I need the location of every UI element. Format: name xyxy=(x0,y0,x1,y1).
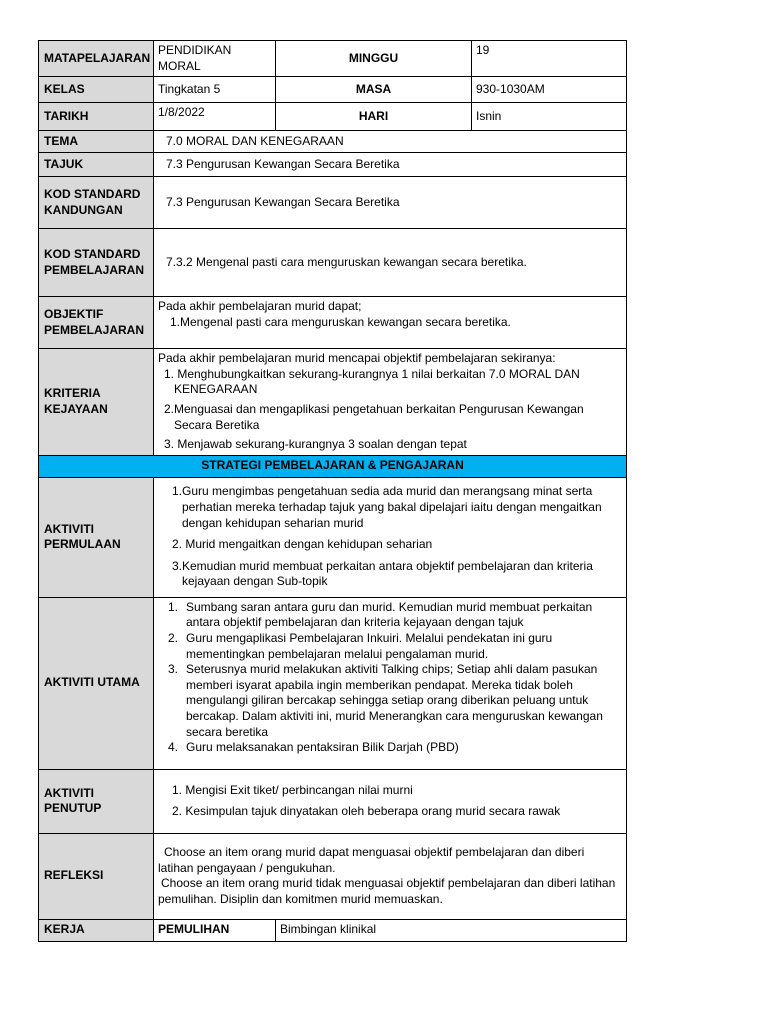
strategi-heading: STRATEGI PEMBELAJARAN & PENGAJARAN xyxy=(39,455,627,477)
kriteria-list xyxy=(158,367,622,453)
tajuk-label: TAJUK xyxy=(39,153,154,177)
penutup-label: AKTIVITI PENUTUP xyxy=(39,769,154,833)
date-value: 1/8/2022 xyxy=(154,103,276,131)
row-subject xyxy=(39,41,627,77)
row-kriteria xyxy=(39,349,627,456)
refleksi-line: Choose an item orang murid tidak menguasai objektif pembelajaran dan diberi latihan pemulihan. Disiplin dan komitmen murid memuaskan. xyxy=(158,876,616,906)
day-value: Isnin xyxy=(472,103,627,131)
refleksi-label: REFLEKSI xyxy=(39,833,154,919)
row-objektif xyxy=(39,297,627,349)
kriteria-content xyxy=(154,349,627,456)
utama-item-text: Sumbang saran antara guru dan murid. Kemudian murid membuat perkaitan antara objektif pembelajaran dan kriteria kejayaan dengan tajuk xyxy=(186,599,593,630)
time-label: MASA xyxy=(276,77,472,103)
day-label: HARI xyxy=(276,103,472,131)
week-value: 19 xyxy=(472,41,627,77)
utama-content xyxy=(154,597,627,769)
utama-item xyxy=(158,600,622,631)
row-tajuk xyxy=(39,153,627,177)
row-kod-sp xyxy=(39,229,627,297)
date-label: TARIKH xyxy=(39,103,154,131)
utama-item-number: 3. xyxy=(168,662,179,677)
tajuk-value: 7.3 Pengurusan Kewangan Secara Beretika xyxy=(154,153,627,177)
lesson-plan-table xyxy=(38,40,627,942)
utama-item-number: 4. xyxy=(168,740,179,755)
row-class xyxy=(39,77,627,103)
penutup-content xyxy=(154,769,627,833)
utama-item xyxy=(158,631,622,662)
objektif-content xyxy=(154,297,627,349)
kriteria-item: 3. Menjawab sekurang-kurangnya 3 soalan dengan tepat xyxy=(164,437,467,452)
permulaan-item: 1.Guru mengimbas pengetahuan sedia ada murid dan merangsang minat serta perhatian mereka terhadap tajuk yang bakal dipelajari iaitu dengan mengaitkan dengan kehidupan seharian murid xyxy=(172,484,602,530)
utama-item xyxy=(158,740,622,756)
subject-value: PENDIDIKAN MORAL xyxy=(154,41,276,77)
subject-label: MATAPELAJARAN xyxy=(39,41,154,77)
permulaan-item: 2. Murid mengaitkan dengan kehidupan seharian xyxy=(172,537,433,552)
row-permulaan xyxy=(39,477,627,597)
row-kerja xyxy=(39,919,627,941)
permulaan-content xyxy=(154,477,627,597)
kriteria-intro: Pada akhir pembelajaran murid mencapai objektif pembelajaran sekiranya: xyxy=(158,351,556,366)
row-penutup xyxy=(39,769,627,833)
tema-label: TEMA xyxy=(39,131,154,153)
objektif-item: 1.Mengenal pasti cara menguruskan kewangan secara beretika. xyxy=(170,314,511,329)
utama-item-text: Guru melaksanakan pentaksiran Bilik Darjah (PBD) xyxy=(186,740,459,755)
kerja-label: KERJA xyxy=(39,919,154,941)
row-refleksi xyxy=(39,833,627,919)
penutup-list xyxy=(158,783,622,820)
kriteria-item: 2.Menguasai dan mengaplikasi pengetahuan berkaitan Pengurusan Kewangan Secara Beretika xyxy=(164,401,584,432)
utama-item-text: Seterusnya murid melakukan aktiviti Talking chips; Setiap ahli dalam pasukan memberi isyarat apabila ingin memberikan pendapat. Mereka tidak boleh mengulangi giliran bercakap sehingga setiap orang diberikan peluang untuk bercakap. Dalam aktiviti ini, murid Menerangkan cara menguruskan kewangan secara beretika xyxy=(186,662,603,739)
kod-sp-value: 7.3.2 Mengenal pasti cara menguruskan kewangan secara beretika. xyxy=(154,229,627,297)
utama-item-text: Guru mengaplikasi Pembelajaran Inkuiri. Melalui pendekatan ini guru mementingkan pembelajaran melalui pengalaman murid. xyxy=(186,630,553,661)
lesson-plan xyxy=(38,40,626,942)
utama-item-number: 2. xyxy=(168,630,179,645)
utama-item xyxy=(158,662,622,740)
row-kod-sk xyxy=(39,177,627,229)
kerja-value: Bimbingan klinikal xyxy=(276,919,627,941)
penutup-item: 1. Mengisi Exit tiket/ perbincangan nilai murni xyxy=(172,782,413,797)
row-tema xyxy=(39,131,627,153)
utama-item-number: 1. xyxy=(168,599,179,614)
kriteria-label: KRITERIA KEJAYAAN xyxy=(39,349,154,456)
row-date xyxy=(39,103,627,131)
penutup-item: 2. Kesimpulan tajuk dinyatakan oleh beberapa orang murid secara rawak xyxy=(172,804,561,819)
kod-sk-label: KOD STANDARD KANDUNGAN xyxy=(39,177,154,229)
time-value: 930-1030AM xyxy=(472,77,627,103)
kriteria-item: 1. Menghubungkaitkan sekurang-kurangnya 1 nilai berkaitan 7.0 MORAL DAN KENEGARAAN xyxy=(164,366,580,397)
kod-sp-label: KOD STANDARD PEMBELAJARAN xyxy=(39,229,154,297)
class-label: KELAS xyxy=(39,77,154,103)
kod-sk-value: 7.3 Pengurusan Kewangan Secara Beretika xyxy=(154,177,627,229)
row-strategi xyxy=(39,455,627,477)
utama-list xyxy=(158,600,622,756)
refleksi-content xyxy=(154,833,627,919)
class-value: Tingkatan 5 xyxy=(154,77,276,103)
permulaan-label: AKTIVITI PERMULAAN xyxy=(39,477,154,597)
week-label: MINGGU xyxy=(276,41,472,77)
permulaan-item: 3.Kemudian murid membuat perkaitan antara objektif pembelajaran dan kriteria kejayaan dengan Sub-topik xyxy=(172,558,593,589)
tema-value: 7.0 MORAL DAN KENEGARAAN xyxy=(154,131,627,153)
refleksi-line: Choose an item orang murid dapat menguasai objektif pembelajaran dan diberi latihan pengayaan / pengukuhan. xyxy=(158,845,585,875)
row-utama xyxy=(39,597,627,769)
utama-label: AKTIVITI UTAMA xyxy=(39,597,154,769)
permulaan-list xyxy=(158,484,622,590)
objektif-label: OBJEKTIF PEMBELAJARAN xyxy=(39,297,154,349)
objektif-intro: Pada akhir pembelajaran murid dapat; xyxy=(158,299,362,314)
kerja-type: PEMULIHAN xyxy=(154,919,276,941)
